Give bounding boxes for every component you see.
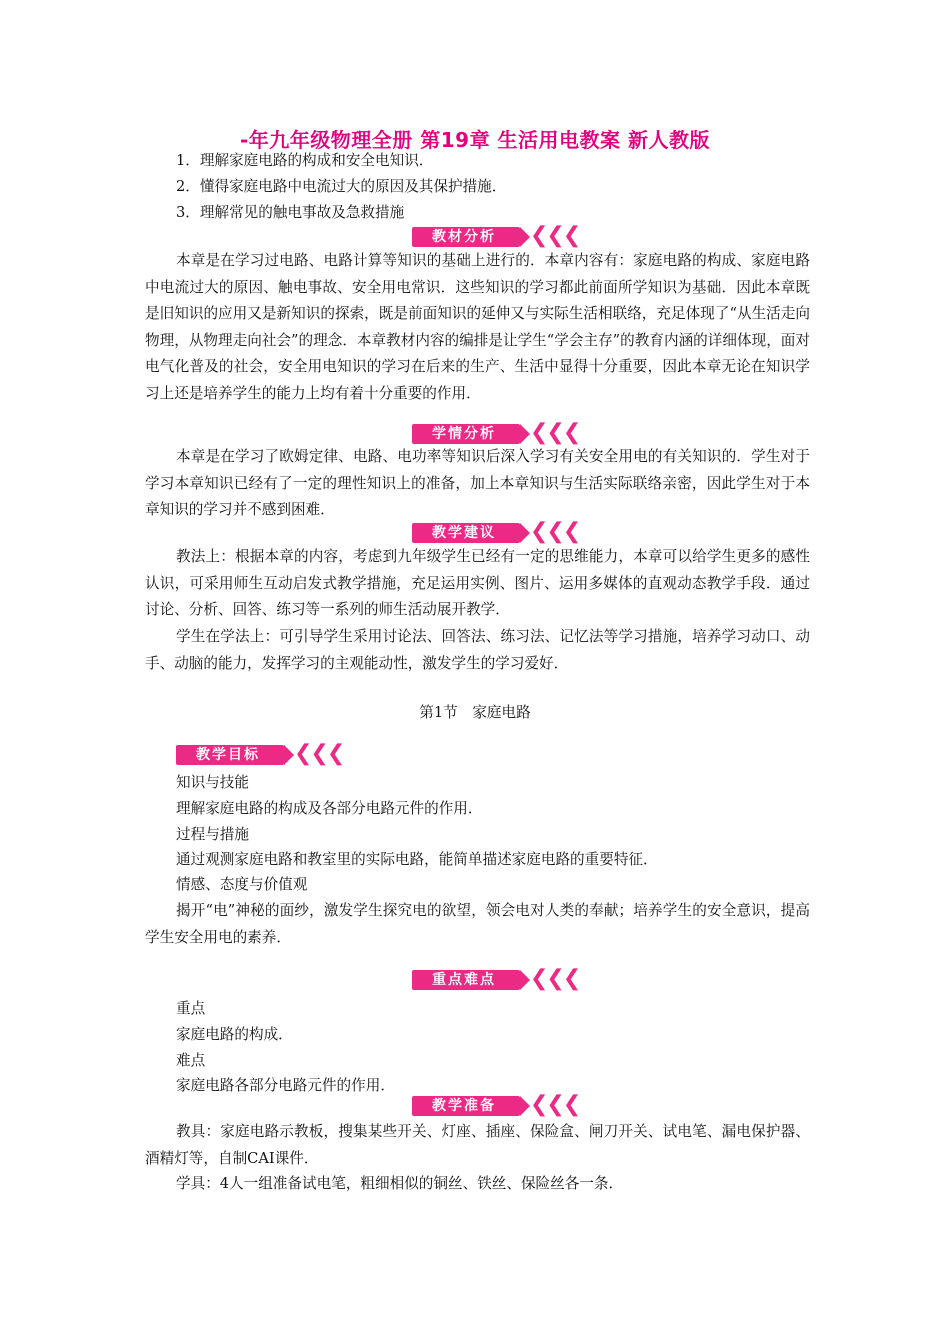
badge-label: 教学准备 (432, 1098, 496, 1114)
chevron-left-icon: ❮❮❮ (530, 519, 580, 544)
chevron-left-icon: ❮❮❮ (294, 741, 344, 766)
badge-label: 重点难点 (432, 972, 496, 988)
objective-1: 1．理解家庭电路的构成和安全电知识． (176, 152, 434, 169)
badge-label: 学情分析 (432, 426, 496, 442)
key-text-1: 家庭电路的构成． (176, 1026, 293, 1043)
prep-paragraph-2: 学具：4人一组准备试电笔，粗细相似的铜丝、铁丝、保险丝各一条． (176, 1175, 624, 1192)
key-heading-2: 难点 (176, 1052, 206, 1069)
chevron-left-icon: ❮❮❮ (530, 1092, 580, 1117)
prep-paragraph-1: 教具：家庭电路示教板，搜集某些开关、灯座、插座、保险盒、闸刀开关、试电笔、漏电保护器、酒精灯等，自制CAI课件． (145, 1123, 810, 1167)
textbook-analysis-paragraph: 本章是在学习过电路、电路计算等知识的基础上进行的．本章内容有：家庭电路的构成、家庭电路中电流过大的原因、触电事故、安全用电常识．这些知识的学习都此前面所学知识为基础．因此本章既是旧知识的应用又是新知识的探索，既是前面知识的延伸又与实际生活相联络，充足体现了“从生活走向物理，从物理走向社会”的理念．本章教材内容的编排是让学生“学会主存”的教育内涵的详细体现，面对电气化普及的社会，安全用电知识的学习在后来的生产、生活中显得十分重要，因此本章无论在知识学习上还是培养学生的能力上均有着十分重要的作用． (145, 252, 810, 402)
goals-text-1: 理解家庭电路的构成及各部分电路元件的作用． (176, 800, 483, 817)
chevron-left-icon: ❮❮❮ (530, 223, 580, 248)
student-analysis-paragraph: 本章是在学习了欧姆定律、电路、电功率等知识后深入学习有关安全用电的有关知识的．学生对于学习本章知识已经有了一定的理性知识上的准备，加上本章知识与生活实际联络亲密，因此学生对于本章知识的学习并不感到困难． (145, 448, 810, 519)
badge-label: 教学建议 (432, 525, 496, 541)
goals-heading-2: 过程与措施 (176, 826, 249, 843)
goals-heading-1: 知识与技能 (176, 774, 249, 791)
section-title: 第1节 家庭电路 (419, 704, 531, 721)
badge-label: 教学目标 (196, 747, 260, 763)
badge-label: 教材分析 (432, 229, 496, 245)
goals-heading-3: 情感、态度与价值观 (176, 876, 308, 893)
goals-text-2: 通过观测家庭电路和教室里的实际电路，能简单描述家庭电路的重要特征． (176, 851, 658, 868)
objective-2: 2．懂得家庭电路中电流过大的原因及其保护措施． (176, 178, 507, 195)
teaching-advice-paragraph-1: 教法上：根据本章的内容，考虑到九年级学生已经有一定的思维能力，本章可以给学生更多的感性认识，可采用师生互动启发式教学措施，充足运用实例、图片、运用多媒体的直观动态教学手段．通过讨论、分析、回答、练习等一系列的师生活动展开教学． (145, 548, 810, 619)
key-text-2: 家庭电路各部分电路元件的作用． (176, 1077, 395, 1094)
objective-3: 3．理解常见的触电事故及急救措施 (176, 204, 405, 221)
key-heading-1: 重点 (176, 1000, 206, 1017)
chevron-left-icon: ❮❮❮ (530, 966, 580, 991)
teaching-advice-paragraph-2: 学生在学法上：可引导学生采用讨论法、回答法、练习法、记忆法等学习措施，培养学习动口、动手、动脑的能力，发挥学习的主观能动性，激发学生的学习爱好． (145, 628, 810, 672)
goals-text-3: 揭开“电”神秘的面纱，激发学生探究电的欲望，领会电对人类的奉献；培养学生的安全意识，提高学生安全用电的素养． (145, 902, 810, 946)
document-title: -年九年级物理全册 第19章 生活用电教案 新人教版 (239, 128, 711, 152)
chevron-left-icon: ❮❮❮ (530, 420, 580, 445)
